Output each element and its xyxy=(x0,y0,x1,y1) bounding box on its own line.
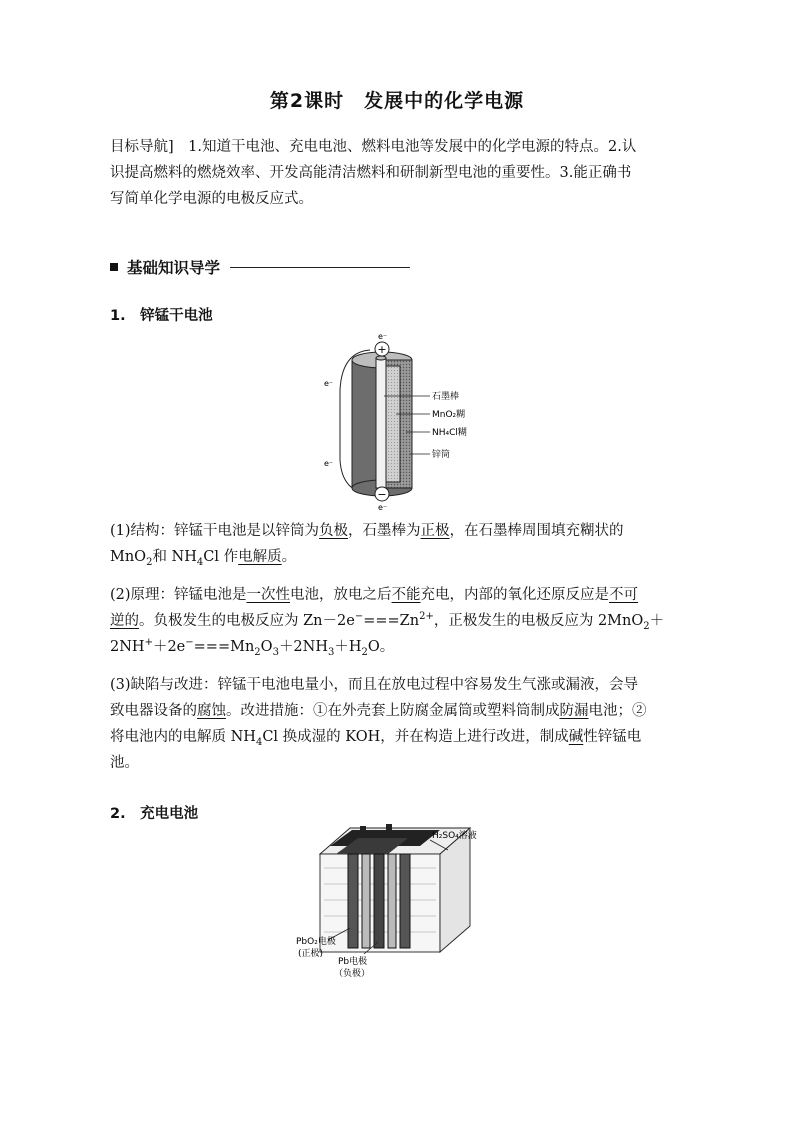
electron-label-upper: e⁻ xyxy=(324,379,334,388)
paragraph-principle xyxy=(110,582,685,660)
principle-line-1: (2)原理：锌锰电池是一次性电池，放电之后不能充电，内部的氧化还原反应是不可 xyxy=(110,587,639,603)
answer-negative-electrode: 负极 xyxy=(319,523,349,539)
answer-corrosion: 腐蚀 xyxy=(197,703,226,719)
improve-line-3: 将电池内的电解质 $NH_4Cl$ 换成湿的 KOH，并在构造上进行改进，制成碱性锌锰电 xyxy=(110,729,642,748)
goal-line-3: 写简单化学电源的电极反应式。 xyxy=(110,191,313,207)
label-pbo2-positive: (正极) xyxy=(298,949,324,959)
pb-plate xyxy=(374,854,384,948)
electron-label-bottom: e⁻ xyxy=(378,503,388,512)
paragraph-improvements xyxy=(110,672,685,776)
label-nh4cl-paste: NH₄Cl糊 xyxy=(432,428,467,438)
principle-line-3: $2NH^++2e^-===Mn_2O_3+2NH_3+H_2O$。 xyxy=(110,637,395,658)
section-title: 基础知识导学 xyxy=(127,259,221,277)
improve-line-2: 致电器设备的腐蚀。改进措施：①在外壳套上防腐金属筒或塑料筒制成防漏电池；② xyxy=(110,703,647,719)
label-graphite-rod: 石墨棒 xyxy=(432,392,460,402)
label-mno2-paste: MnO₂糊 xyxy=(432,410,466,420)
graphite-rod xyxy=(376,358,386,488)
electron-label-lower: e⁻ xyxy=(324,459,334,468)
page-title: 第2课时 发展中的化学电源 xyxy=(269,90,525,112)
answer-leak-proof: 防漏 xyxy=(559,703,589,719)
label-pb-negative: （负极） xyxy=(334,969,371,979)
subheading-zinc-manganese: 1. 锌锰干电池 xyxy=(110,308,213,324)
label-pbo2-electrode: PbO₂电极 xyxy=(296,937,336,947)
principle-line-2: 逆的。负极发生的电极反应为 $Zn-2e^-===Zn^{2+}$，正极发生的电极反应为 2MnO$_2$＋ xyxy=(110,611,665,632)
answer-cannot: 不能 xyxy=(391,587,421,603)
answer-positive-electrode: 正极 xyxy=(420,523,450,539)
label-h2so4-solution: H₂SO₄溶液 xyxy=(432,831,477,841)
answer-irreversible-b: 逆的 xyxy=(110,613,139,629)
goal-line-1: 目标导航] 1.知道干电池、充电电池、燃料电池等发展中的化学电源的特点。2.认 xyxy=(110,139,637,155)
improve-line-4: 池。 xyxy=(110,755,139,771)
dry-cell-diagram xyxy=(312,330,484,514)
paragraph-structure xyxy=(110,518,685,570)
plus-sign: + xyxy=(377,343,387,356)
improve-line-1: (3)缺陷与改进：锌锰干电池电量小，而且在放电过程中容易发生气涨或漏液，会导 xyxy=(110,677,639,693)
electron-label-top: e⁻ xyxy=(378,332,388,341)
structure-line-2: MnO$_2$和 $NH_4Cl$ 作电解质。 xyxy=(110,549,297,568)
section-rule xyxy=(230,267,410,268)
answer-alkaline: 碱 xyxy=(568,729,584,745)
answer-irreversible-a: 不可 xyxy=(609,587,639,603)
square-bullet-icon xyxy=(110,263,118,271)
subheading-rechargeable: 2. 充电电池 xyxy=(110,806,199,822)
label-pb-electrode: Pb电极 xyxy=(338,957,368,967)
goal-paragraph xyxy=(110,134,685,212)
answer-electrolyte: 电解质 xyxy=(238,549,282,565)
minus-sign: − xyxy=(377,488,387,501)
structure-line-1: (1)结构：锌锰干电池是以锌筒为负极，石墨棒为正极，在石墨棒周围填充糊状的 xyxy=(110,523,624,539)
label-zinc-can: 锌筒 xyxy=(432,450,451,460)
goal-line-2: 识提高燃料的燃烧效率、开发高能清洁燃料和研制新型电池的重要性。3.能正确书 xyxy=(110,165,632,181)
pbo2-plate xyxy=(348,854,358,948)
section-heading xyxy=(110,256,410,278)
lead-acid-battery-diagram xyxy=(290,824,510,984)
answer-primary-cell: 一次性 xyxy=(246,587,291,603)
